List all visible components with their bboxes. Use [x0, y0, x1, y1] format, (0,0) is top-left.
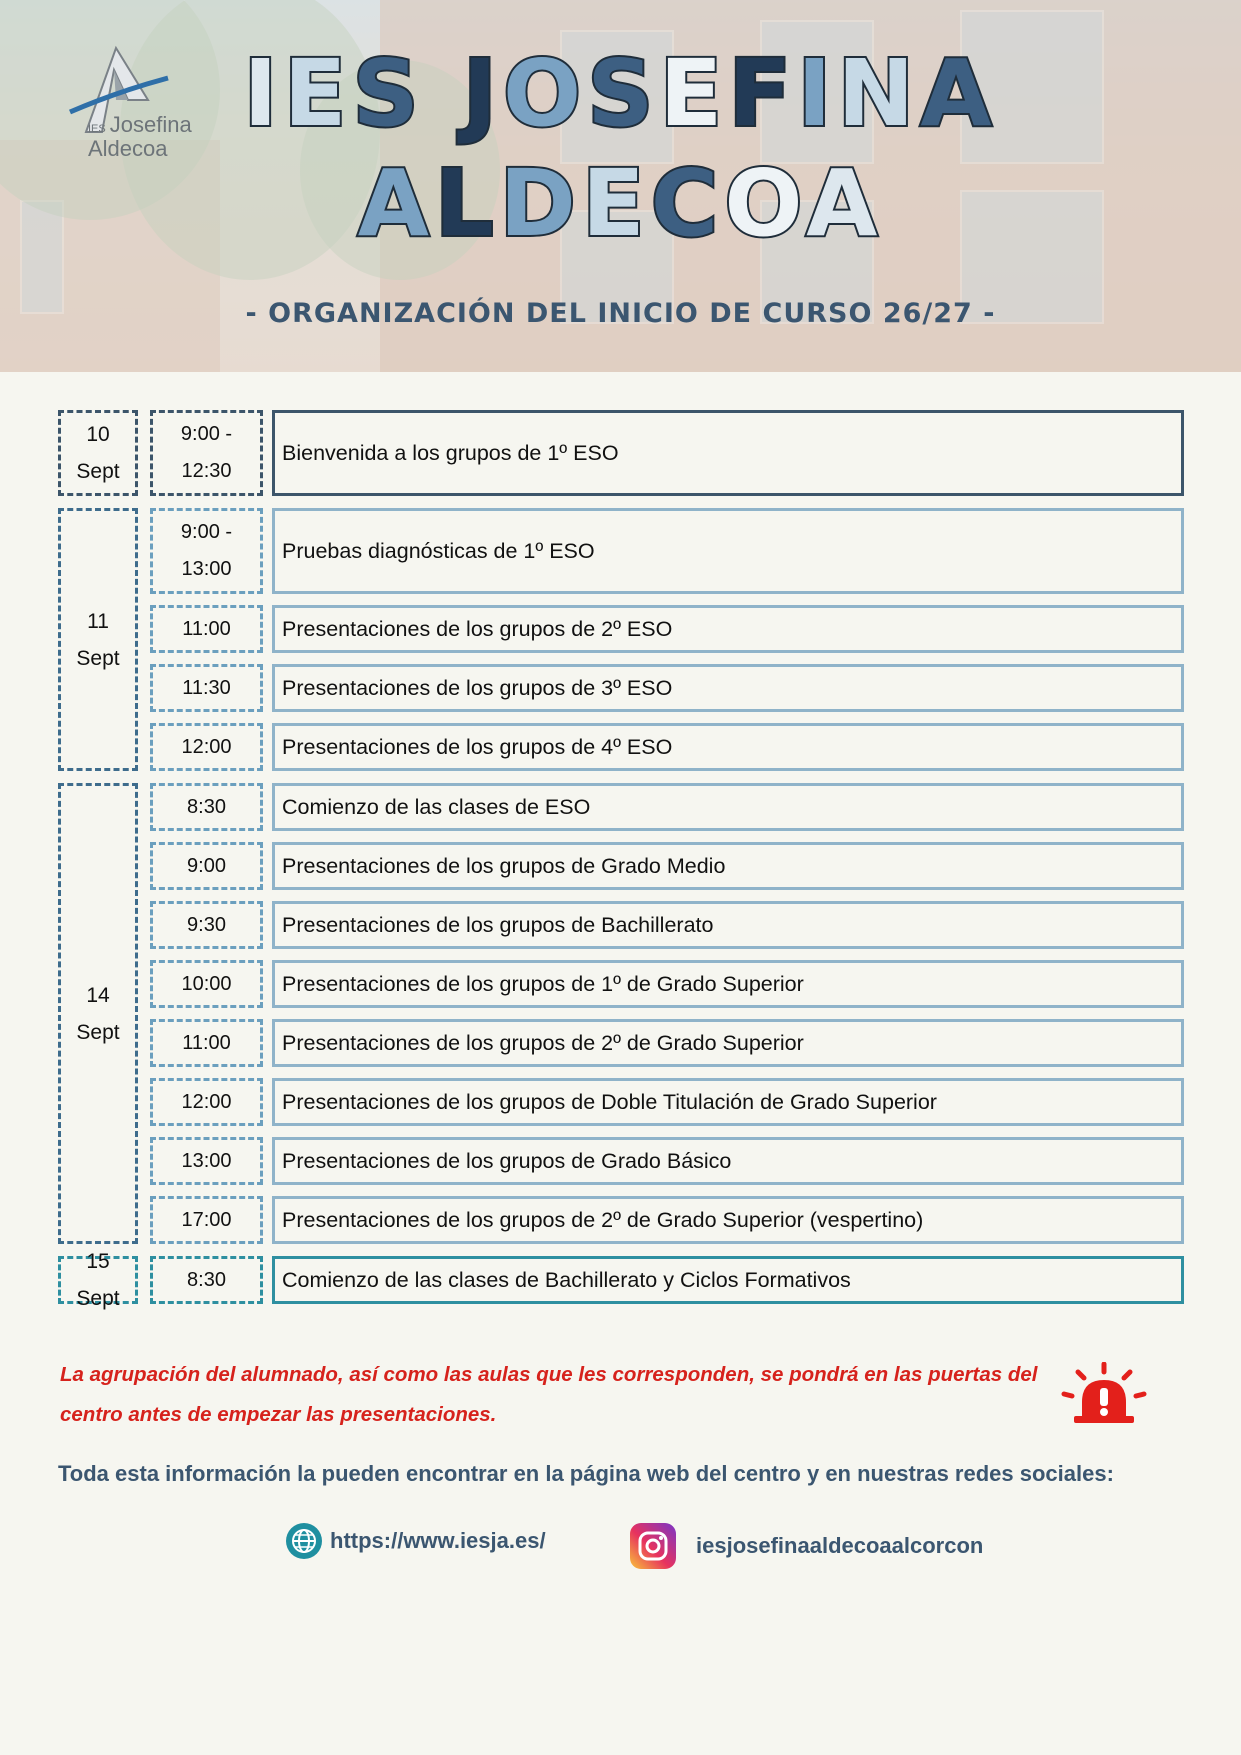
- time-text: 8:30: [187, 1268, 226, 1291]
- date-cell: [58, 783, 138, 1244]
- info-text: Toda esta información la pueden encontrar en la página web del centro y en nuestras redes sociales:: [58, 1461, 1114, 1486]
- page-subtitle: - ORGANIZACIÓN DEL INICIO DE CURSO 26/27 -: [245, 298, 996, 329]
- date-cell: [58, 1250, 138, 1310]
- time-text: 11:00: [182, 617, 231, 640]
- time-text: 12:30: [181, 460, 232, 482]
- time-cell: [150, 1019, 263, 1067]
- time-text: 10:00: [181, 972, 232, 995]
- date-text: Sept: [76, 1287, 120, 1310]
- date-text: 14: [86, 983, 110, 1007]
- time-text: 8:30: [187, 795, 226, 818]
- time-text: 12:00: [181, 1090, 232, 1113]
- activity-cell: Presentaciones de los grupos de 1º de Grado Superior: [272, 960, 1184, 1008]
- website-url[interactable]: https://www.iesja.es/: [330, 1528, 546, 1553]
- warning-note: La agrupación del alumnado, así como las aulas que les corresponden, se pondrá en las puertas del centro antes de empezar las presentaciones.: [60, 1363, 1038, 1426]
- time-cell: [150, 1196, 263, 1244]
- activity-cell: Presentaciones de los grupos de Grado Medio: [272, 842, 1184, 890]
- date-text: Sept: [76, 1020, 120, 1044]
- activity-cell: Bienvenida a los grupos de 1º ESO: [272, 410, 1184, 496]
- date-cell: [58, 410, 138, 496]
- date-text: 15: [86, 1250, 110, 1273]
- time-text: 9:00 -: [180, 521, 233, 543]
- page-title-line-2: ALDECOA: [357, 150, 884, 257]
- time-cell: [150, 960, 263, 1008]
- time-text: 13:00: [181, 558, 232, 580]
- date-text: Sept: [76, 646, 120, 670]
- activity-cell: Presentaciones de los grupos de 2º de Grado Superior: [272, 1019, 1184, 1067]
- activity-cell: Comienzo de las clases de Bachillerato y Ciclos Formativos: [272, 1256, 1184, 1304]
- instagram-handle[interactable]: iesjosefinaaldecoaalcorcon: [696, 1533, 984, 1558]
- time-cell: [150, 1256, 263, 1304]
- time-cell: [150, 1137, 263, 1185]
- time-text: 9:00 -: [180, 423, 233, 445]
- time-text: 9:00: [187, 854, 226, 877]
- alert-icon: [1060, 1362, 1148, 1424]
- globe-icon: [286, 1523, 322, 1559]
- time-text: 13:00: [181, 1149, 232, 1172]
- time-cell: [150, 901, 263, 949]
- logo-text-2: Aldecoa: [88, 136, 168, 161]
- date-cell: [58, 508, 138, 771]
- time-text: 17:00: [181, 1208, 232, 1231]
- time-cell: [150, 664, 263, 712]
- time-text: 12:00: [181, 735, 232, 758]
- time-cell: [150, 605, 263, 653]
- activity-cell: Comienzo de las clases de ESO: [272, 783, 1184, 831]
- date-text: 10: [86, 423, 110, 446]
- time-cell: [150, 783, 263, 831]
- time-cell: [150, 842, 263, 890]
- activity-cell: Presentaciones de los grupos de Grado Básico: [272, 1137, 1184, 1185]
- activity-cell: Presentaciones de los grupos de 3º ESO: [272, 664, 1184, 712]
- activity-cell: Presentaciones de los grupos de Bachillerato: [272, 901, 1184, 949]
- page-title-line-1: IES JOSEFINA: [243, 40, 998, 147]
- instagram-icon: [630, 1523, 676, 1569]
- logo-text: IES Josefina: [88, 112, 192, 137]
- time-text: 11:30: [182, 676, 231, 699]
- header-banner: [0, 0, 1241, 372]
- time-cell: [150, 1078, 263, 1126]
- time-text: 9:30: [187, 913, 226, 936]
- time-text: 11:00: [182, 1031, 231, 1054]
- date-text: 11: [87, 609, 109, 633]
- activity-cell: Presentaciones de los grupos de Doble Titulación de Grado Superior: [272, 1078, 1184, 1126]
- activity-cell: Presentaciones de los grupos de 2º ESO: [272, 605, 1184, 653]
- website-link[interactable]: [286, 1523, 546, 1559]
- activity-cell: Presentaciones de los grupos de 4º ESO: [272, 723, 1184, 771]
- activity-cell: Pruebas diagnósticas de 1º ESO: [272, 508, 1184, 594]
- time-cell: [150, 508, 263, 594]
- instagram-link[interactable]: [630, 1523, 983, 1569]
- time-cell: [150, 723, 263, 771]
- activity-cell: Presentaciones de los grupos de 2º de Grado Superior (vespertino): [272, 1196, 1184, 1244]
- date-text: Sept: [76, 460, 120, 483]
- time-cell: [150, 410, 263, 496]
